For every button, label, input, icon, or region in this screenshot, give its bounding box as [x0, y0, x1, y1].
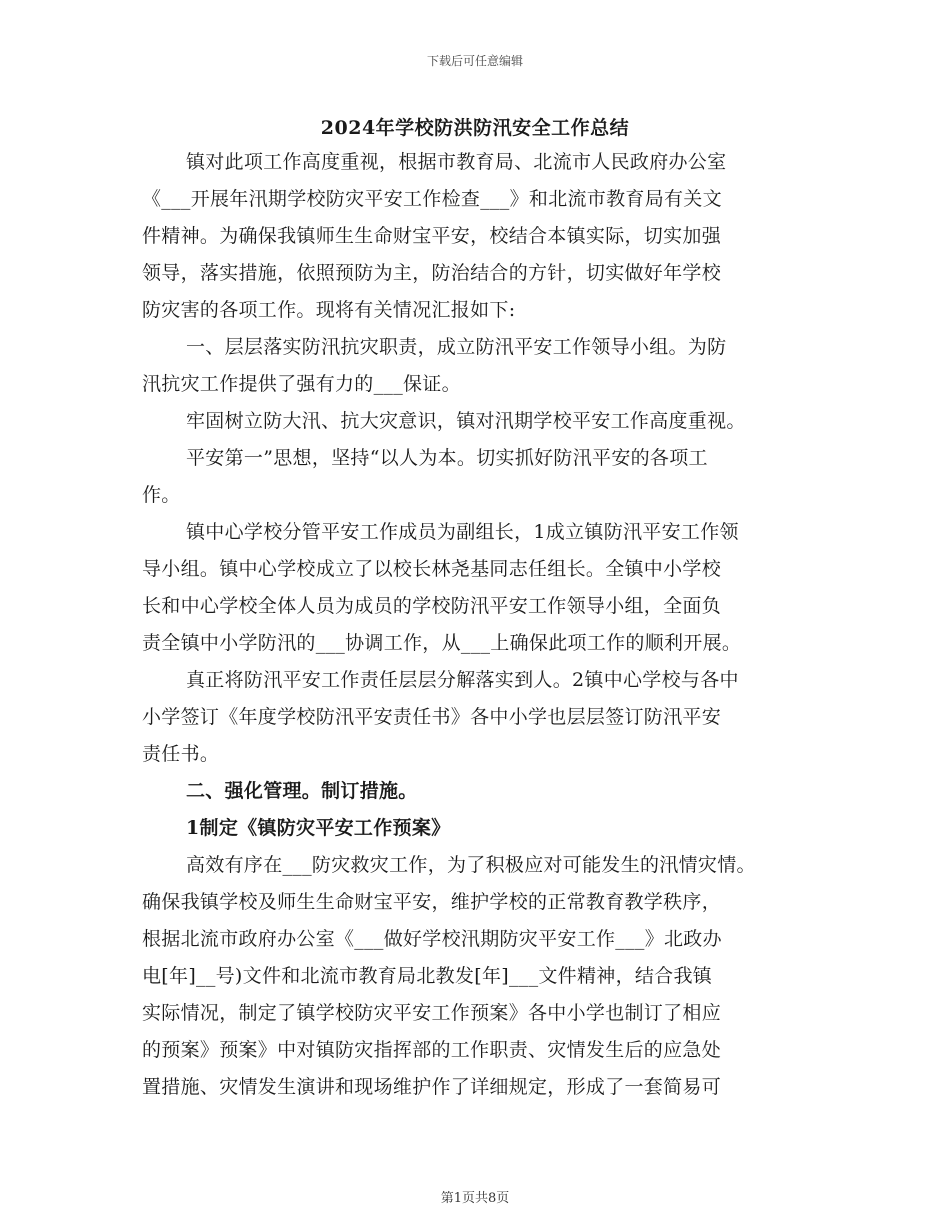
paragraph-line: 长和中心学校全体人员为成员的学校防汛平安工作领导小组，全面负 [142, 595, 722, 617]
document-title: 2024年学校防洪防汛安全工作总结 [320, 117, 630, 139]
paragraph-line: 汛抗灾工作提供了强有力的___保证。 [142, 373, 461, 395]
paragraph-line: 置措施、灾情发生演讲和现场维护作了详细规定，形成了一套简易可 [142, 1076, 722, 1098]
page-number-footer: 第1页共8页 [440, 1191, 510, 1206]
paragraph-line: 镇中心学校分管平安工作成员为副组长，1成立镇防汛平安工作领 [186, 521, 739, 543]
paragraph-line: 件精神。为确保我镇师生生命财宝平安，校结合本镇实际，切实加强 [142, 225, 722, 247]
paragraph-line: 一、层层落实防汛抗灾职责，成立防汛平安工作领导小组。为防 [186, 336, 727, 358]
paragraph-line: 镇对此项工作高度重视，根据市教育局、北流市人民政府办公室 [186, 151, 727, 173]
paragraph-line: 领导，落实措施，依照预防为主，防治结合的方针，切实做好年学校 [142, 262, 722, 284]
paragraph-line: 责任书。 [142, 743, 220, 765]
paragraph-line: 的预案》预案》中对镇防灾指挥部的工作职责、灾情发生后的应急处 [142, 1039, 722, 1061]
paragraph-line: 《___开展年汛期学校防灾平安工作检查___》和北流市教育局有关文 [142, 188, 722, 210]
paragraph-line: 责全镇中小学防汛的___协调工作，从___上确保此项工作的顺利开展。 [142, 632, 742, 654]
header-note: 下载后可任意编辑 [426, 54, 523, 68]
subsection-heading: 1制定《镇防灾平安工作预案》 [186, 817, 451, 839]
paragraph-line: 导小组。镇中心学校成立了以校长林尧基同志任组长。全镇中小学校 [142, 558, 722, 580]
paragraph-line: 根据北流市政府办公室《___做好学校汛期防灾平安工作___》北政办 [142, 928, 722, 950]
paragraph-line: 牢固树立防大汛、抗大灾意识，镇对汛期学校平安工作高度重视。 [186, 410, 746, 432]
paragraph-line: 电[年]__号)文件和北流市教育局北教发[年]___文件精神，结合我镇 [142, 965, 713, 987]
paragraph-line: 平安第一”思想，坚持“以人为本。切实抓好防汛平安的各项工 [186, 447, 708, 469]
paragraph-line: 实际情况，制定了镇学校防灾平安工作预案》各中小学也制订了相应 [142, 1002, 722, 1024]
paragraph-line: 确保我镇学校及师生生命财宝平安，维护学校的正常教育教学秩序， [142, 891, 722, 913]
paragraph-line: 防灾害的各项工作。现将有关情况汇报如下: [142, 299, 516, 321]
paragraph-line: 真正将防汛平安工作责任层层分解落实到人。2镇中心学校与各中 [186, 669, 739, 691]
paragraph-line: 作。 [142, 484, 181, 506]
paragraph-line: 小学签订《年度学校防汛平安责任书》各中小学也层层签订防汛平安 [142, 706, 722, 728]
section-heading: 二、强化管理。制订措施。 [186, 780, 418, 802]
paragraph-line: 高效有序在___防灾救灾工作，为了积极应对可能发生的汛情灾情。 [186, 854, 756, 876]
